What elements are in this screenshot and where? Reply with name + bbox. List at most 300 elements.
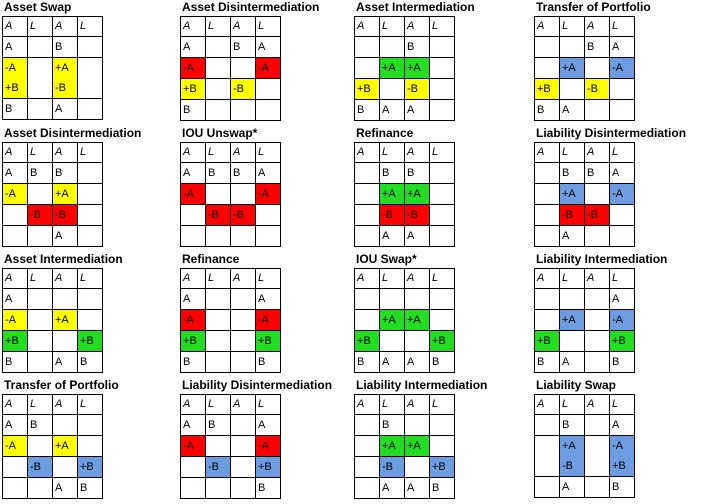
grid-row [355, 100, 455, 121]
grid-row [355, 310, 455, 331]
cell-text: -A [5, 62, 16, 74]
grid-cell: -B [28, 457, 53, 478]
grid-row [355, 37, 455, 58]
grid-cell [206, 184, 231, 205]
grid-cell [78, 37, 103, 58]
column-header: A [585, 269, 610, 289]
grid-cell: B [430, 478, 455, 499]
panel-title: Liability Swap [536, 378, 617, 392]
grid-row [355, 289, 455, 310]
grid-cell: A [3, 415, 28, 436]
grid-cell [206, 478, 231, 499]
header-row [355, 143, 455, 163]
header-row [355, 17, 455, 37]
grid-cell: -A [181, 184, 206, 205]
balance-sheet-grid [534, 142, 635, 247]
grid-cell: -B [231, 79, 256, 100]
column-header: A [535, 17, 560, 37]
grid-row [355, 331, 455, 352]
panel-title: Asset Disintermediation [182, 0, 320, 14]
grid-cell: +B [355, 331, 380, 352]
grid-cell: +A [405, 436, 430, 457]
grid-cell [405, 457, 430, 478]
grid-cell: +A [560, 58, 585, 79]
grid-cell [53, 415, 78, 436]
grid-row [3, 99, 103, 120]
column-header: L [560, 395, 585, 415]
grid-row [355, 415, 455, 436]
column-header: A [231, 395, 256, 415]
grid-cell: B [405, 37, 430, 58]
grid-cell [28, 58, 53, 99]
grid-cell [78, 99, 103, 120]
grid-cell: A [53, 352, 78, 373]
column-header: L [256, 269, 281, 289]
column-header: A [53, 17, 78, 37]
transaction-panel [178, 126, 354, 252]
column-header: A [535, 143, 560, 163]
column-header: A [585, 17, 610, 37]
grid-cell: +A [53, 436, 78, 457]
grid-cell: B [78, 352, 103, 373]
column-header: A [535, 395, 560, 415]
grid-cell [535, 37, 560, 58]
column-header: A [355, 395, 380, 415]
cell-text: +B [612, 460, 626, 472]
grid-cell: A [610, 289, 635, 310]
grid-row [535, 184, 635, 205]
grid-cell: +A [53, 184, 78, 205]
grid-cell [560, 331, 585, 352]
grid-cell [53, 457, 78, 478]
grid-row [181, 37, 281, 58]
column-header: A [355, 143, 380, 163]
panel-title: Liability Intermediation [356, 378, 488, 392]
column-header: L [206, 269, 231, 289]
column-header: A [3, 395, 28, 415]
grid-cell [430, 58, 455, 79]
grid-cell [78, 184, 103, 205]
grid-cell [355, 37, 380, 58]
grid-cell: -B [206, 457, 231, 478]
header-row [535, 395, 635, 415]
grid-cell: +A [560, 310, 585, 331]
grid-cell: B [380, 415, 405, 436]
transaction-panel [532, 378, 704, 504]
grid-cell: A [256, 415, 281, 436]
grid-row [181, 457, 281, 478]
column-header: L [610, 269, 635, 289]
grid-cell: A [405, 100, 430, 121]
grid-cell: -B [206, 205, 231, 226]
grid-cell [355, 310, 380, 331]
grid-row [3, 331, 103, 352]
grid-cell [231, 310, 256, 331]
grid-cell: B [3, 99, 28, 120]
grid-row [535, 226, 635, 247]
grid-row [535, 352, 635, 373]
grid-cell: B [610, 477, 635, 498]
transaction-panel [0, 126, 176, 252]
grid-row [535, 331, 635, 352]
panel-title: Asset Intermediation [4, 252, 123, 266]
column-header: A [231, 143, 256, 163]
grid-cell: A [3, 37, 28, 58]
grid-row [181, 436, 281, 457]
grid-cell: +B [181, 79, 206, 100]
grid-cell [28, 289, 53, 310]
grid-cell: A [53, 478, 78, 499]
grid-cell: A [380, 352, 405, 373]
grid-row [535, 436, 635, 477]
grid-row [181, 415, 281, 436]
grid-cell [535, 226, 560, 247]
cell-text: +A [562, 440, 576, 452]
grid-cell: A [560, 226, 585, 247]
grid-cell [405, 331, 430, 352]
grid-cell: -A [3, 184, 28, 205]
column-header: A [3, 143, 28, 163]
grid-cell [355, 163, 380, 184]
grid-cell [355, 457, 380, 478]
transaction-panel [0, 252, 176, 378]
cell-text: +B [5, 82, 19, 94]
grid-cell: A [3, 163, 28, 184]
grid-row [181, 352, 281, 373]
panel-title: Transfer of Portfolio [536, 0, 651, 14]
header-row [535, 269, 635, 289]
balance-sheet-grid [180, 394, 281, 499]
grid-cell [53, 331, 78, 352]
grid-cell: B [206, 415, 231, 436]
grid-cell: +B [78, 331, 103, 352]
transaction-panel [352, 0, 528, 126]
grid-cell [610, 79, 635, 100]
grid-cell [78, 163, 103, 184]
grid-cell [585, 415, 610, 436]
grid-cell: A [181, 37, 206, 58]
grid-cell: B [28, 415, 53, 436]
cell-text: -A [612, 440, 623, 452]
grid-cell [78, 415, 103, 436]
grid-cell [585, 58, 610, 79]
grid-cell [231, 331, 256, 352]
grid-cell: +B [256, 331, 281, 352]
grid-row [355, 226, 455, 247]
grid-cell: -B [380, 457, 405, 478]
grid-cell [28, 436, 53, 457]
grid-cell [585, 436, 610, 477]
grid-cell [53, 289, 78, 310]
grid-cell [355, 58, 380, 79]
column-header: L [256, 395, 281, 415]
grid-row [535, 100, 635, 121]
grid-cell: -A [610, 58, 635, 79]
grid-cell [206, 100, 231, 121]
grid-cell [430, 79, 455, 100]
header-row [3, 17, 103, 37]
column-header: L [206, 395, 231, 415]
column-header: L [28, 143, 53, 163]
grid-cell: B [231, 37, 256, 58]
grid-cell [206, 58, 231, 79]
grid-cell [3, 457, 28, 478]
grid-cell [610, 205, 635, 226]
grid-cell [430, 100, 455, 121]
grid-cell [231, 457, 256, 478]
grid-row [3, 310, 103, 331]
column-header: A [405, 395, 430, 415]
grid-cell: A [3, 289, 28, 310]
grid-cell [380, 37, 405, 58]
header-row [3, 269, 103, 289]
header-row [535, 17, 635, 37]
grid-cell: -A [181, 58, 206, 79]
column-header: L [256, 17, 281, 37]
grid-cell: +B [3, 331, 28, 352]
grid-row [355, 352, 455, 373]
grid-row [355, 457, 455, 478]
column-header: L [78, 395, 103, 415]
grid-cell [28, 37, 53, 58]
grid-row [355, 478, 455, 499]
column-header: L [380, 17, 405, 37]
column-header: L [430, 17, 455, 37]
grid-cell: A [53, 99, 78, 120]
grid-cell [610, 226, 635, 247]
grid-cell: A [405, 352, 430, 373]
cell-text: -B [55, 82, 66, 94]
balance-sheet-grid [2, 16, 103, 120]
grid-row [535, 415, 635, 436]
grid-cell [3, 478, 28, 499]
balance-sheet-grid [534, 16, 635, 121]
column-header: A [535, 269, 560, 289]
header-row [3, 395, 103, 415]
grid-row [3, 289, 103, 310]
grid-row [181, 163, 281, 184]
grid-cell [3, 226, 28, 247]
grid-cell: B [53, 37, 78, 58]
grid-cell: +A [53, 310, 78, 331]
grid-cell: B [78, 478, 103, 499]
transaction-panel [352, 252, 528, 378]
panel-title: Refinance [356, 126, 414, 140]
grid-row [181, 205, 281, 226]
grid-row [535, 58, 635, 79]
transaction-panel [0, 0, 176, 126]
grid-cell [78, 436, 103, 457]
grid-cell: A [560, 477, 585, 498]
grid-cell [560, 289, 585, 310]
column-header: L [610, 143, 635, 163]
grid-cell: B [256, 352, 281, 373]
grid-cell [78, 226, 103, 247]
grid-cell: -A [3, 310, 28, 331]
column-header: A [3, 17, 28, 37]
grid-cell: A [380, 226, 405, 247]
grid-cell [535, 184, 560, 205]
grid-cell: +B [535, 79, 560, 100]
grid-cell: A [610, 37, 635, 58]
header-row [355, 269, 455, 289]
grid-cell: B [535, 100, 560, 121]
grid-row [355, 163, 455, 184]
balance-sheet-grid [2, 268, 103, 373]
grid-cell [535, 436, 560, 477]
grid-cell: B [28, 163, 53, 184]
grid-cell [355, 184, 380, 205]
grid-cell [256, 226, 281, 247]
column-header: L [78, 17, 103, 37]
grid-cell [206, 436, 231, 457]
column-header: L [28, 269, 53, 289]
column-header: L [560, 17, 585, 37]
column-header: A [585, 143, 610, 163]
grid-cell: B [380, 163, 405, 184]
transaction-panel [352, 126, 528, 252]
grid-cell: A [380, 100, 405, 121]
grid-cell [231, 184, 256, 205]
column-header: A [231, 17, 256, 37]
grid-cell [535, 205, 560, 226]
balance-sheet-grid [354, 394, 455, 499]
grid-cell [206, 289, 231, 310]
grid-cell: +A [380, 58, 405, 79]
grid-cell: B [231, 163, 256, 184]
grid-cell [181, 226, 206, 247]
grid-cell: A [560, 100, 585, 121]
grid-cell: -A [610, 310, 635, 331]
grid-cell [28, 331, 53, 352]
grid-cell: -A [3, 436, 28, 457]
grid-cell: -A [256, 436, 281, 457]
grid-row [535, 37, 635, 58]
grid-cell: -B [405, 205, 430, 226]
grid-cell: +B [355, 79, 380, 100]
panel-title: Asset Disintermediation [4, 126, 142, 140]
grid-cell [355, 478, 380, 499]
grid-cell: +A [380, 436, 405, 457]
grid-cell [430, 184, 455, 205]
grid-cell: A [53, 226, 78, 247]
grid-cell [405, 289, 430, 310]
column-header: A [231, 269, 256, 289]
grid-row [535, 79, 635, 100]
header-row [181, 143, 281, 163]
grid-row [355, 184, 455, 205]
column-header: A [181, 269, 206, 289]
grid-cell: -B [585, 205, 610, 226]
grid-cell [380, 331, 405, 352]
grid-cell [231, 226, 256, 247]
balance-sheet-grid [534, 268, 635, 373]
grid-cell [430, 310, 455, 331]
grid-cell: A [181, 163, 206, 184]
grid-cell [256, 100, 281, 121]
column-header: L [560, 269, 585, 289]
grid-row [355, 205, 455, 226]
grid-cell [355, 226, 380, 247]
grid-cell [206, 310, 231, 331]
column-header: A [3, 269, 28, 289]
grid-row [3, 163, 103, 184]
column-header: L [430, 395, 455, 415]
grid-cell: +A [405, 184, 430, 205]
grid-cell [430, 37, 455, 58]
grid-cell: -B [585, 79, 610, 100]
grid-cell [355, 436, 380, 457]
balance-sheet-grid [354, 16, 455, 121]
grid-cell [231, 352, 256, 373]
grid-cell: -A [610, 184, 635, 205]
column-header: L [256, 143, 281, 163]
grid-cell [585, 184, 610, 205]
grid-cell [535, 58, 560, 79]
column-header: A [355, 17, 380, 37]
grid-cell: B [3, 352, 28, 373]
grid-row [181, 58, 281, 79]
grid-cell: A [256, 289, 281, 310]
header-row [181, 395, 281, 415]
grid-cell [53, 58, 78, 99]
grid-row [181, 289, 281, 310]
column-header: L [610, 17, 635, 37]
column-header: L [380, 269, 405, 289]
column-header: A [181, 143, 206, 163]
grid-cell [78, 310, 103, 331]
grid-cell [231, 415, 256, 436]
grid-cell: B [405, 163, 430, 184]
grid-cell [231, 100, 256, 121]
grid-cell [206, 331, 231, 352]
balance-sheet-grid [354, 268, 455, 373]
grid-cell: +B [430, 457, 455, 478]
grid-cell [355, 205, 380, 226]
grid-cell [430, 163, 455, 184]
grid-cell [28, 184, 53, 205]
column-header: L [380, 143, 405, 163]
grid-cell: -A [181, 436, 206, 457]
header-row [181, 17, 281, 37]
grid-row [181, 184, 281, 205]
grid-cell [3, 205, 28, 226]
column-header: L [430, 269, 455, 289]
grid-row [355, 58, 455, 79]
balance-sheet-grid [2, 394, 103, 499]
grid-cell: A [405, 478, 430, 499]
column-header: A [53, 395, 78, 415]
grid-cell [78, 289, 103, 310]
transaction-panel [532, 126, 704, 252]
transaction-panel [178, 252, 354, 378]
cell-text: +A [55, 62, 69, 74]
grid-cell [535, 477, 560, 498]
grid-cell: A [181, 289, 206, 310]
column-header: L [206, 17, 231, 37]
grid-cell: B [430, 352, 455, 373]
transaction-panel [352, 378, 528, 504]
column-header: L [430, 143, 455, 163]
grid-cell [535, 163, 560, 184]
grid-cell: -B [28, 205, 53, 226]
grid-cell [231, 478, 256, 499]
grid-cell [560, 436, 585, 477]
panel-title: Liability Disintermediation [536, 126, 687, 140]
panel-title: Refinance [182, 252, 240, 266]
grid-cell [430, 415, 455, 436]
grid-cell: B [181, 100, 206, 121]
